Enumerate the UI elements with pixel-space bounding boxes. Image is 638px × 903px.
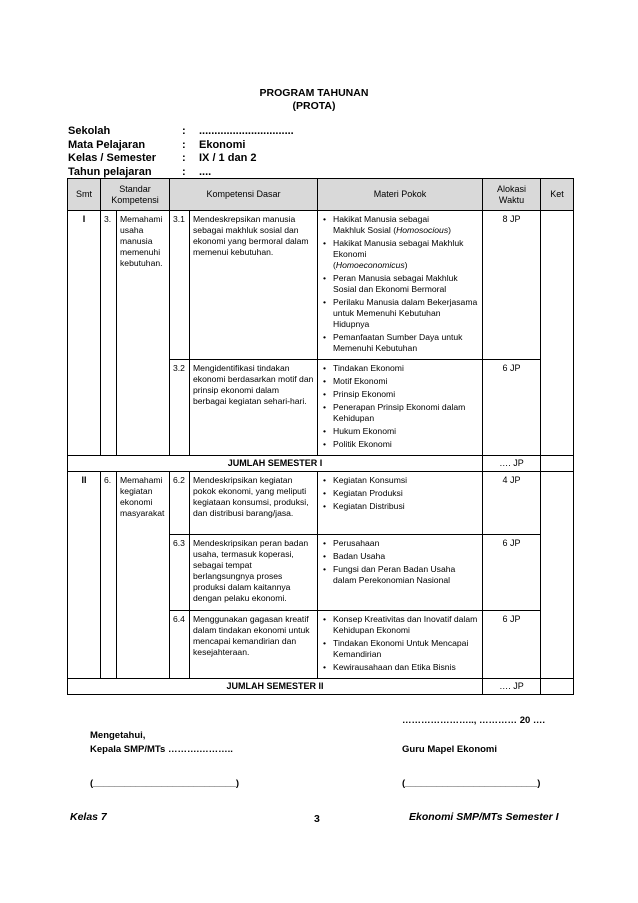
info-row-mapel bbox=[68, 139, 294, 153]
alokasi-waktu: 8 JP bbox=[483, 211, 541, 360]
semester-cell: I bbox=[68, 211, 101, 456]
ket-cell bbox=[541, 211, 574, 456]
materi-item: • Kegiatan Distribusi bbox=[333, 501, 479, 512]
materi-item: • Perusahaan bbox=[333, 538, 479, 549]
kd-number: 3.1 bbox=[170, 211, 190, 360]
prota-table bbox=[67, 178, 574, 695]
materi-item: • Kewirausahaan dan Etika Bisnis bbox=[333, 662, 479, 673]
materi-item: • Tindakan Ekonomi Untuk Mencapai Kemandirian bbox=[333, 638, 479, 660]
materi-pokok bbox=[318, 360, 483, 456]
alokasi-waktu: 6 JP bbox=[483, 360, 541, 456]
info-value: Ekonomi bbox=[199, 138, 246, 151]
materi-item: • Motif Ekonomi bbox=[333, 376, 479, 387]
sk-number: 3. bbox=[101, 211, 117, 456]
materi-item: • Hukum Ekonomi bbox=[333, 426, 479, 437]
kd-text: Mendeskrepsikan manusia sebagai makhluk sosial dan ekonomi yang bermoral dalam memenui kebutuhan. bbox=[190, 211, 318, 360]
table-header-row bbox=[68, 179, 574, 211]
jumlah-semester-label: JUMLAH SEMESTER II bbox=[68, 679, 483, 695]
info-label: Sekolah bbox=[68, 125, 111, 137]
info-row-tahun bbox=[68, 166, 294, 180]
document-title: PROGRAM TAHUNAN bbox=[259, 87, 369, 99]
alokasi-waktu: 4 JP bbox=[483, 472, 541, 535]
header-kd: Kompetensi Dasar bbox=[170, 179, 318, 211]
materi-item: • Penerapan Prinsip Ekonomi dalam Kehidupan bbox=[333, 402, 479, 424]
jumlah-semester-label: JUMLAH SEMESTER I bbox=[68, 456, 483, 472]
sk-text: Memahami usaha manusia memenuhi kebutuhan. bbox=[117, 211, 170, 456]
header-sk: Standar Kompetensi bbox=[101, 179, 170, 211]
materi-item: • Badan Usaha bbox=[333, 551, 479, 562]
signature-line-kepala: (___________________________) bbox=[90, 778, 239, 789]
materi-pokok bbox=[318, 611, 483, 679]
kd-text: Menggunakan gagasan kreatif dalam tindakan ekonomi untuk mencapai kemandirian dan kesejahteraan. bbox=[190, 611, 318, 679]
info-row-sekolah bbox=[68, 125, 294, 139]
materi-item: • Fungsi dan Peran Badan Usaha dalam Perekonomian Nasional bbox=[333, 564, 479, 586]
info-colon: : bbox=[182, 138, 186, 151]
sk-text: Memahami kegiatan ekonomi masyarakat bbox=[117, 472, 170, 679]
materi-item: • Konsep Kreativitas dan Inovatif dalam Kehidupan Ekonomi bbox=[333, 614, 479, 636]
jumlah-jp: …. JP bbox=[483, 679, 541, 695]
semester-cell: II bbox=[68, 472, 101, 679]
footer-right: Ekonomi SMP/MTs Semester I bbox=[409, 811, 559, 823]
info-row-kelas bbox=[68, 152, 294, 166]
kd-text: Mendeskripsikan kegiatan pokok ekonomi, yang meliputi kegiataan konsumsi, produksi, dan distribusi barang/jasa. bbox=[190, 472, 318, 535]
materi-item: • Hakikat Manusia sebagai Makhluk Sosial (Homosocious) bbox=[333, 214, 479, 236]
kd-text: Mendeskripsikan peran badan usaha, termasuk koperasi, sebagai tempat berlangsungnya proses produksi dalam kaitannya dengan pelaku ekonomi. bbox=[190, 535, 318, 611]
materi-pokok bbox=[318, 472, 483, 535]
table-row bbox=[68, 211, 574, 360]
signature-line-guru: (_________________________) bbox=[402, 778, 541, 789]
signature-mengetahui: Mengetahui, bbox=[90, 730, 146, 741]
info-label: Mata Pelajaran bbox=[68, 138, 146, 151]
materi-pokok bbox=[318, 535, 483, 611]
materi-item: • Pemanfaatan Sumber Daya untuk Memenuhi Kebutuhan bbox=[333, 332, 479, 354]
materi-item: • Peran Manusia sebagai Makhluk Sosial dan Ekonomi Bermoral bbox=[333, 273, 479, 295]
info-label: Tahun pelajaran bbox=[68, 165, 152, 178]
ket-cell bbox=[541, 472, 574, 679]
info-colon: : bbox=[182, 152, 186, 164]
kd-text: Mengidentifikasi tindakan ekonomi berdasarkan motif dan prinsip ekonomi dalam berbagai kegiatan sehari-hari. bbox=[190, 360, 318, 456]
materi-item: • Kegiatan Produksi bbox=[333, 488, 479, 499]
jumlah-jp: …. JP bbox=[483, 456, 541, 472]
ket-cell bbox=[541, 456, 574, 472]
info-colon: : bbox=[182, 125, 186, 137]
info-value: ............................... bbox=[199, 125, 294, 137]
header-mp: Materi Pokok bbox=[318, 179, 483, 211]
alokasi-waktu: 6 JP bbox=[483, 535, 541, 611]
materi-item: • Prinsip Ekonomi bbox=[333, 389, 479, 400]
materi-item: • Kegiatan Konsumsi bbox=[333, 475, 479, 486]
header-ket: Ket bbox=[541, 179, 574, 211]
table-row bbox=[68, 472, 574, 535]
alokasi-waktu: 6 JP bbox=[483, 611, 541, 679]
signature-guru: Guru Mapel Ekonomi bbox=[402, 744, 498, 755]
materi-item: • Perilaku Manusia dalam Bekerjasama untuk Memenuhi Kebutuhan Hidupnya bbox=[333, 297, 479, 330]
signature-place-date: ………………….., ………… 20 …. bbox=[402, 715, 546, 726]
info-block bbox=[68, 125, 294, 179]
sk-number: 6. bbox=[101, 472, 117, 679]
footer-left: Kelas 7 bbox=[70, 811, 107, 823]
info-colon: : bbox=[182, 165, 186, 178]
ket-cell bbox=[541, 679, 574, 695]
info-label: Kelas / Semester bbox=[68, 152, 157, 164]
header-smt: Smt bbox=[68, 179, 101, 211]
kd-number: 6.2 bbox=[170, 472, 190, 535]
materi-pokok bbox=[318, 211, 483, 360]
signature-kepala: Kepala SMP/MTs ……….……….. bbox=[90, 744, 233, 755]
jumlah-row bbox=[68, 679, 574, 695]
info-value: IX / 1 dan 2 bbox=[199, 152, 257, 164]
document-subtitle: (PROTA) bbox=[292, 100, 336, 112]
header-aw: Alokasi Waktu bbox=[483, 179, 541, 211]
materi-item: • Tindakan Ekonomi bbox=[333, 363, 479, 374]
kd-number: 6.4 bbox=[170, 611, 190, 679]
page-number: 3 bbox=[314, 813, 320, 825]
info-value: .... bbox=[199, 165, 212, 178]
kd-number: 3.2 bbox=[170, 360, 190, 456]
materi-item: • Politik Ekonomi bbox=[333, 439, 479, 450]
kd-number: 6.3 bbox=[170, 535, 190, 611]
jumlah-row bbox=[68, 456, 574, 472]
materi-item: • Hakikat Manusia sebagai Makhluk Ekonomi (Homoeconomicus) bbox=[333, 238, 479, 271]
